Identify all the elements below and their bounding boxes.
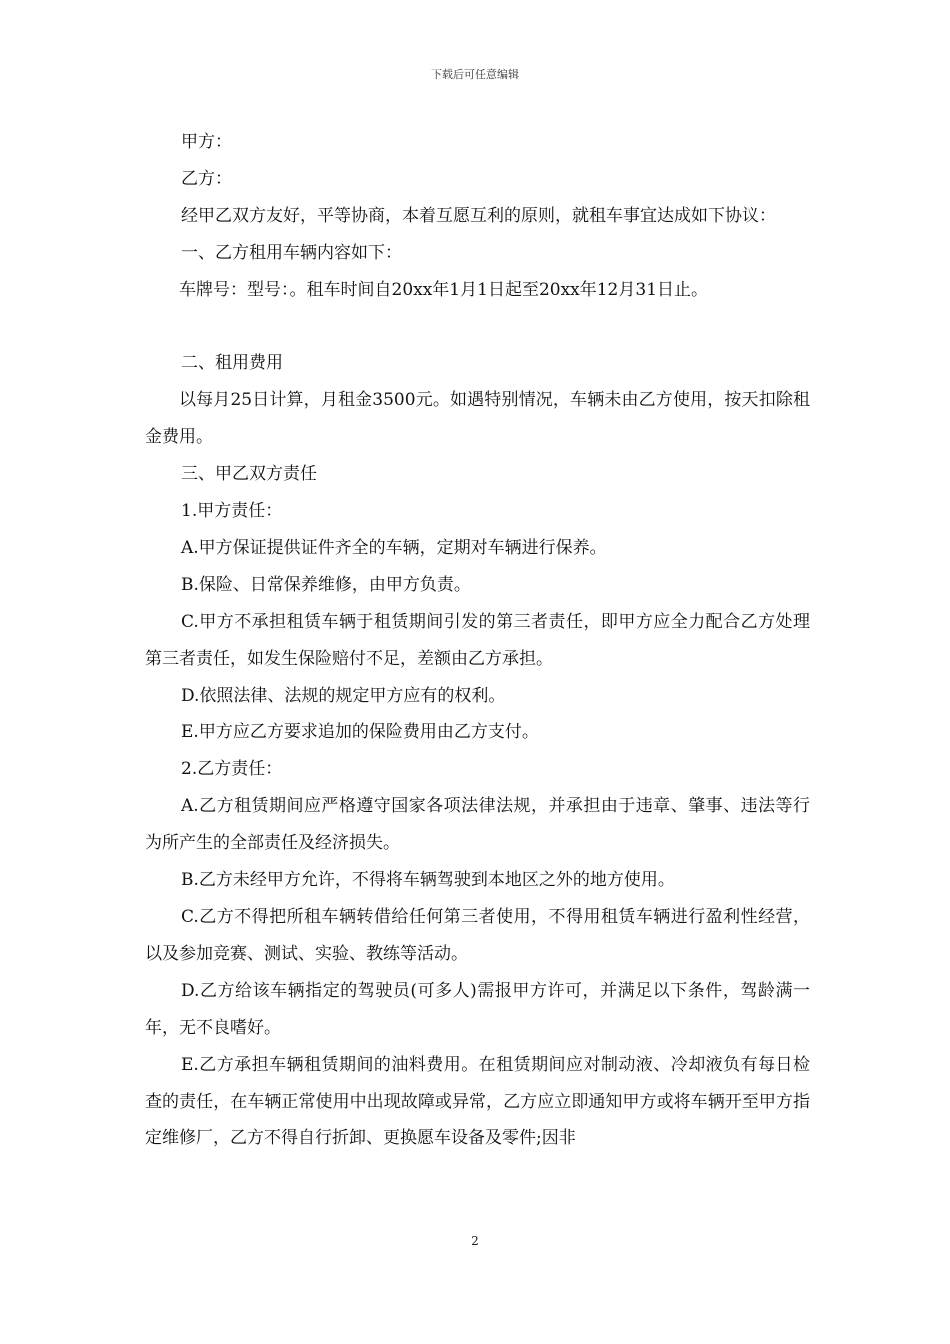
vehicle-details-paragraph: 车牌号：型号：。租车时间自20xx年1月1日起至20xx年12月31日止。 <box>179 279 709 300</box>
party-a-clause-e: E.甲方应乙方要求追加的保险费用由乙方支付。 <box>181 722 539 743</box>
party-a-clause-b: B.保险、日常保养维修，由甲方负责。 <box>181 574 471 595</box>
page-number: 2 <box>471 1234 479 1248</box>
party-a-clause-a: A.甲方保证提供证件齐全的车辆，定期对车辆进行保养。 <box>181 537 607 558</box>
party-a-responsibility-heading: 1.甲方责任： <box>181 501 283 522</box>
page-header-note: 下载后可任意编辑 <box>431 68 519 81</box>
party-a-clause-d: D.依照法律、法规的规定甲方应有的权利。 <box>181 685 506 706</box>
party-b-clause-c: C.乙方不得把所租车辆转借给任何第三者使用，不得用租赁车辆进行盈利性经营，以及参加竞赛、测试、实验、教练等活动。 <box>145 907 810 964</box>
section-1-heading: 一、乙方租用车辆内容如下： <box>181 242 402 263</box>
blank-line <box>145 309 810 346</box>
section-2-heading: 二、租用费用 <box>181 353 283 374</box>
party-b-clause-e: E.乙方承担车辆租赁期间的油料费用。在租赁期间应对制动液、冷却液负有每日检查的责任，在车辆正常使用中出现故障或异常，乙方应立即通知甲方或将车辆开至甲方指定维修厂，乙方不得自行折卸、更换愿车设备及零件;因非 <box>145 1054 810 1149</box>
party-b-clause-a: A.乙方租赁期间应严格遵守国家各项法律法规，并承担由于违章、肇事、违法等行为所产生的全部责任及经济损失。 <box>145 796 810 854</box>
document-body <box>145 124 810 1157</box>
rental-fee-paragraph: 以每月25日计算，月租金3500元。如遇特别情况，车辆未由乙方使用，按天扣除租金费用。 <box>145 390 810 448</box>
party-b-responsibility-heading: 2.乙方责任： <box>181 759 283 780</box>
party-a-clause-c: C.甲方不承担租赁车辆于租赁期间引发的第三者责任，即甲方应全力配合乙方处理第三者责任，如发生保险赔付不足，差额由乙方承担。 <box>145 611 810 669</box>
preamble-paragraph: 经甲乙双方友好，平等协商，本着互愿互利的原则，就租车事宜达成如下协议： <box>181 205 776 226</box>
section-3-heading: 三、甲乙双方责任 <box>181 464 317 485</box>
party-b-line: 乙方： <box>181 168 232 189</box>
party-b-clause-d: D.乙方给该车辆指定的驾驶员(可多人)需报甲方许可，并满足以下条件，驾龄满一年，无不良嗜好。 <box>145 980 810 1038</box>
party-a-line: 甲方： <box>181 132 232 152</box>
party-b-clause-b: B.乙方未经甲方允许，不得将车辆驾驶到本地区之外的地方使用。 <box>181 870 675 891</box>
